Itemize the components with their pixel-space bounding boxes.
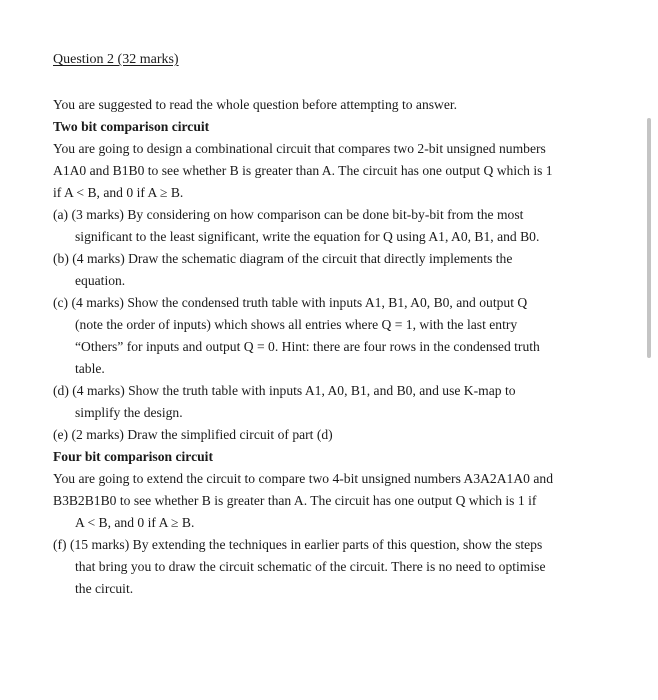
four-bit-heading: Four bit comparison circuit [53, 449, 213, 464]
part-c-line-2: (note the order of inputs) which shows all entries where Q = 1, with the last entry [75, 317, 518, 332]
intro-text: You are suggested to read the whole question before attempting to answer. [53, 97, 458, 112]
two-bit-para-line-2: A1A0 and B1B0 to see whether B is greater than A. The circuit has one output Q which is 1 [53, 163, 553, 178]
part-f-line-2: that bring you to draw the circuit schematic of the circuit. There is no need to optimise [75, 559, 546, 574]
part-f-line-3: the circuit. [75, 581, 134, 596]
part-e-line: (e) (2 marks) Draw the simplified circuit of part (d) [53, 427, 333, 442]
four-bit-para-line-2: B3B2B1B0 to see whether B is greater than A. The circuit has one output Q which is 1 if [53, 493, 537, 508]
part-a-line-1: (a) (3 marks) By considering on how comparison can be done bit-by-bit from the most [53, 207, 524, 222]
two-bit-para-line-3: if A < B, and 0 if A ≥ B. [53, 185, 184, 200]
part-f-line-1: (f) (15 marks) By extending the techniques in earlier parts of this question, show the steps [53, 537, 543, 552]
part-c-line-4: table. [75, 361, 105, 376]
question-body [53, 94, 598, 600]
two-bit-heading: Two bit comparison circuit [53, 119, 210, 134]
two-bit-para-line-1: You are going to design a combinational circuit that compares two 2-bit unsigned numbers [53, 141, 546, 156]
part-c-line-3: “Others” for inputs and output Q = 0. Hint: there are four rows in the condensed truth [75, 339, 540, 354]
part-c-line-1: (c) (4 marks) Show the condensed truth table with inputs A1, B1, A0, B0, and output Q [53, 295, 528, 310]
question-title: Question 2 (32 marks) [53, 52, 179, 67]
four-bit-para-line-3: A < B, and 0 if A ≥ B. [75, 515, 195, 530]
part-a-line-2: significant to the least significant, write the equation for Q using A1, A0, B1, and B0. [75, 229, 540, 244]
four-bit-para-line-1: You are going to extend the circuit to compare two 4-bit unsigned numbers A3A2A1A0 and [53, 471, 553, 486]
part-b-line-2: equation. [75, 273, 126, 288]
part-d-line-1: (d) (4 marks) Show the truth table with inputs A1, A0, B1, and B0, and use K-map to [53, 383, 516, 398]
part-d-line-2: simplify the design. [75, 405, 183, 420]
scrollbar-thumb[interactable] [647, 118, 651, 358]
part-b-line-1: (b) (4 marks) Draw the schematic diagram of the circuit that directly implements the [53, 251, 513, 266]
